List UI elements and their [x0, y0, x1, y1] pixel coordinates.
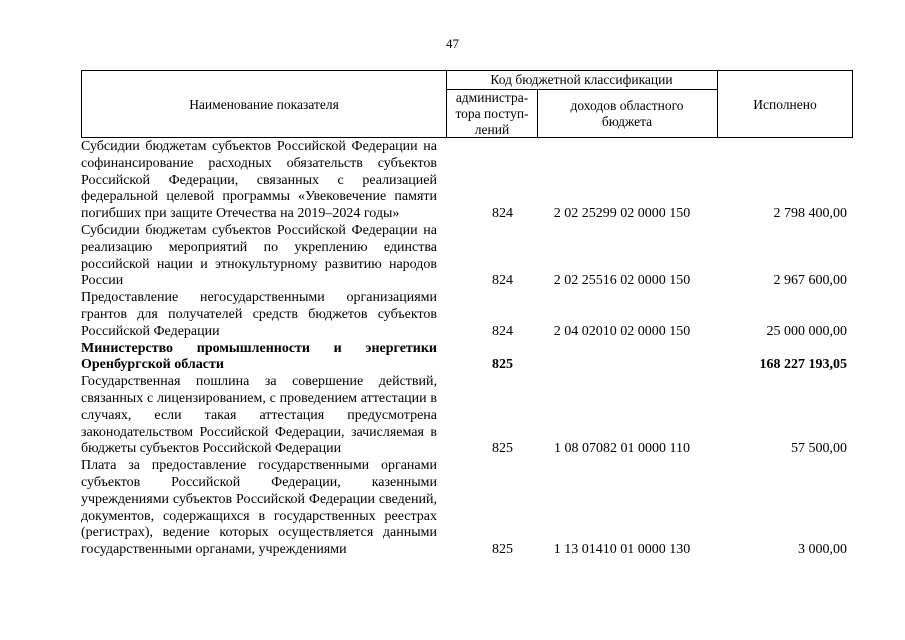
row-code: 2 02 25516 02 0000 150	[553, 273, 691, 289]
row-name: Министерство промышленности и энергетики Оренбургской области	[81, 340, 437, 373]
row-admin: 825	[492, 542, 513, 558]
row-executed: 3 000,00	[798, 542, 847, 558]
row-code: 1 13 01410 01 0000 130	[553, 542, 691, 558]
row-executed: 25 000 000,00	[766, 323, 847, 339]
row-admin: 824	[492, 273, 513, 289]
row-executed: 168 227 193,05	[759, 357, 847, 373]
table-row	[81, 341, 853, 375]
table-row	[81, 374, 853, 458]
header-admin: администра-тора поступ-лений	[455, 90, 529, 137]
table-row	[81, 139, 853, 223]
header-divider	[537, 89, 538, 137]
table-row	[81, 223, 853, 290]
row-name: Государственная пошлина за совершение действий, связанных с лицензированием, с проведением аттестации в случаях, если такая аттестация предусмотрена законодательством Российской Федерации, зачисляемая в бюджеты субъектов Российской Федерации	[81, 374, 437, 457]
table-row	[81, 458, 853, 559]
row-code: 2 04 02010 02 0000 150	[553, 323, 691, 339]
row-executed: 57 500,00	[791, 441, 847, 457]
row-executed: 2 967 600,00	[773, 273, 847, 289]
row-admin: 824	[492, 206, 513, 222]
row-code: 2 02 25299 02 0000 150	[553, 206, 691, 222]
table-body	[81, 139, 853, 559]
row-name: Субсидии бюджетам субъектов Российской Федерации на софинансирование расходных обязательств субъектов Российской Федерации, связанных с реализацией федеральной целевой программы «Увековечение памяти погибших при защите Отечества на 2019–2024 годы»	[81, 139, 437, 222]
row-name: Субсидии бюджетам субъектов Российской Федерации на реализацию мероприятий по укреплению единства российской нации и этнокультурному развитию народов России	[81, 222, 437, 289]
table-row	[81, 290, 853, 340]
row-admin: 825	[492, 441, 513, 457]
row-admin: 825	[492, 357, 513, 373]
row-executed: 2 798 400,00	[773, 206, 847, 222]
row-name: Плата за предоставление государственными органами субъектов Российской Федерации, казенными учреждениями субъектов Российской Федерации сведений, документов, содержащихся в государственных реестрах (регистрах), ведение которых осуществляется данными государственными органами, учреждениями	[81, 458, 437, 558]
row-name: Предоставление негосударственными организациями грантов для получателей средств бюджетов субъектов Российской Федерации	[81, 290, 437, 339]
row-code: 1 08 07082 01 0000 110	[554, 441, 690, 457]
header-executed: Исполнено	[753, 97, 817, 112]
header-name: Наименование показателя	[189, 97, 339, 112]
header-group: Код бюджетной классификации	[490, 72, 673, 87]
row-admin: 824	[492, 323, 513, 339]
header-income: доходов областного бюджета	[570, 98, 684, 129]
table-header	[81, 70, 853, 138]
page-number: 47	[446, 36, 459, 51]
